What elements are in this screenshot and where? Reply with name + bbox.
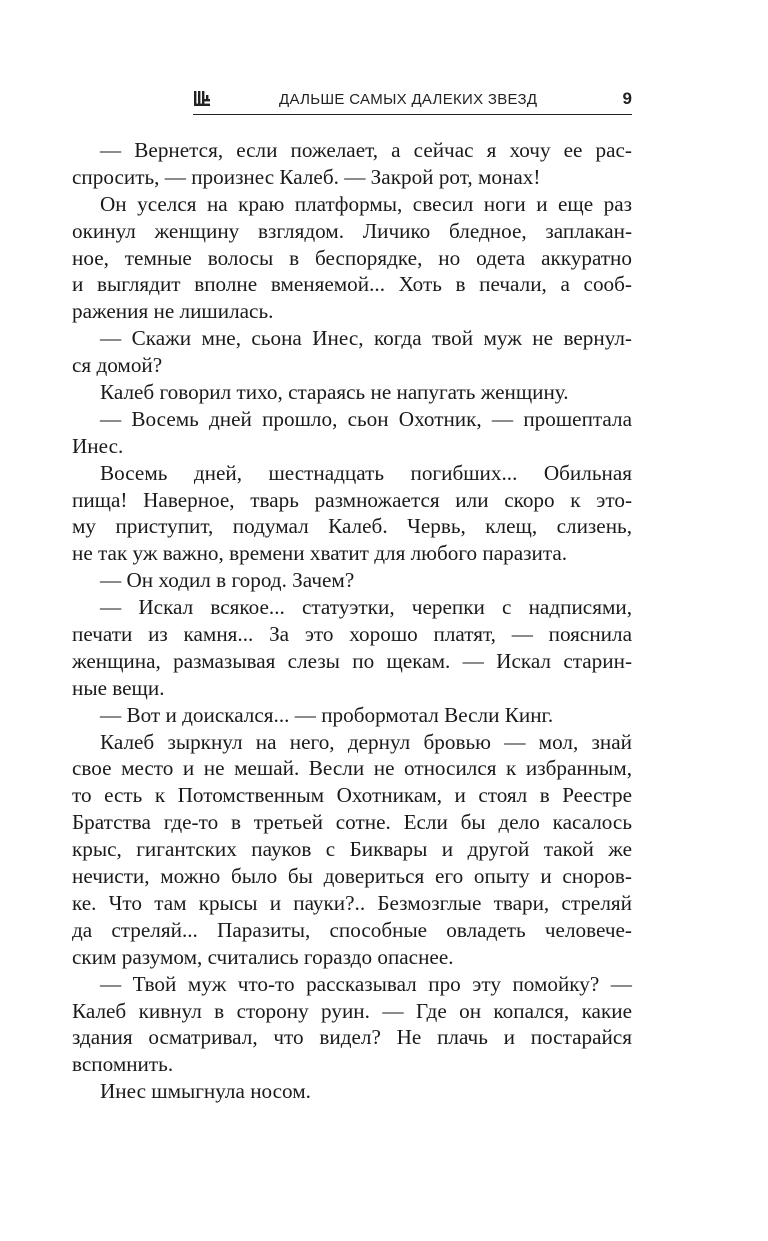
text-line: не так уж важно, времени хватит для любого паразита. <box>72 541 568 566</box>
text-line: Братства где-то в третьей сотне. Если бы дело касалось <box>72 810 632 835</box>
text-line: ским разумом, считались гораздо опаснее. <box>72 944 454 969</box>
text-line: ся домой? <box>72 353 163 378</box>
text-line: — Восемь дней прошло, сьон Охотник, — прошептала <box>100 406 632 431</box>
running-header <box>193 88 632 115</box>
text-line: — Скажи мне, сьона Инес, когда твой муж не вернул- <box>100 326 632 351</box>
text-line: крыс, гигантских пауков с Биквары и другой такой же <box>72 837 632 862</box>
page-number: 9 <box>622 89 632 108</box>
text-line: спросить, — произнес Калеб. — Закрой рот, монах! <box>72 164 541 189</box>
text-line: — Он ходил в город. Зачем? <box>100 568 355 593</box>
body-text <box>72 137 632 1105</box>
running-title: ДАЛЬШЕ САМЫХ ДАЛЕКИХ ЗВЕЗД <box>279 91 538 108</box>
text-line: Инес шмыгнула носом. <box>100 1079 311 1104</box>
text-line: пища! Наверное, тварь размножается или скоро к это- <box>72 487 632 512</box>
text-line: женщина, размазывая слезы по щекам. — Искал старин- <box>72 648 632 673</box>
text-line: Инес. <box>72 433 124 458</box>
text-line: му приступит, подумал Калеб. Червь, клещ, слизень, <box>72 514 632 539</box>
text-line: окинул женщину взглядом. Личико бледное, заплакан- <box>72 218 632 243</box>
text-line: здания осматривал, что видел? Не плачь и постарайся <box>72 1025 632 1050</box>
text-line: свое место и не мешай. Весли не относился к избранным, <box>72 756 632 781</box>
text-line: — Искал всякое... статуэтки, черепки с надписями, <box>100 595 632 620</box>
text-line: Он уселся на краю платформы, свесил ноги и еще раз <box>100 191 632 216</box>
text-line: — Твой муж что-то рассказывал про эту помойку? — <box>100 971 632 996</box>
publisher-logo-icon <box>193 90 211 108</box>
text-line: Калеб кивнул в сторону руин. — Где он копался, какие <box>72 998 632 1023</box>
text-line: Восемь дней, шестнадцать погибших... Обильная <box>100 460 632 485</box>
text-line: вспомнить. <box>72 1052 174 1077</box>
text-line: Калеб говорил тихо, стараясь не напугать женщину. <box>100 380 569 405</box>
text-line: печати из камня... За это хорошо платят, — пояснила <box>72 622 632 647</box>
text-line: Калеб зыркнул на него, дернул бровью — мол, знай <box>100 729 632 754</box>
text-line: да стреляй... Паразиты, способные овладеть человече- <box>72 917 632 942</box>
text-line: ные вещи. <box>72 675 165 700</box>
text-line: — Вот и доискался... — пробормотал Весли Кинг. <box>100 702 554 727</box>
text-line: ное, темные волосы в беспорядке, но одета аккуратно <box>72 245 632 270</box>
text-line: и выглядит вполне вменяемой... Хоть в печали, а сооб- <box>72 272 632 297</box>
text-line: то есть к Потомственным Охотникам, и стоял в Реестре <box>72 783 632 808</box>
text-line: — Вернется, если пожелает, а сейчас я хочу ее рас- <box>100 138 632 162</box>
text-line: ке. Что там крысы и пауки?.. Безмозглые твари, стреляй <box>72 890 632 915</box>
text-line: нечисти, можно было бы довериться его опыту и сноров- <box>72 864 632 889</box>
text-line: ражения не лишилась. <box>72 299 274 324</box>
